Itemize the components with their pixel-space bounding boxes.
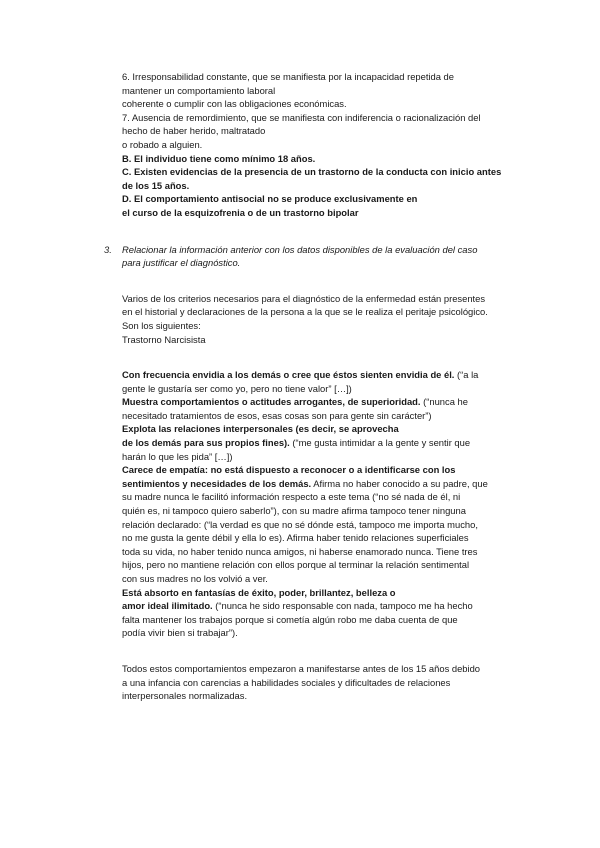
quote-text: (“nunca he sido responsable con nada, tampoco me ha hecho [212,600,473,612]
criterion-bold: Con frecuencia envidia a los demás o cree que éstos sienten envidia de él. [122,369,455,381]
evidence-line: gente le gustaría ser como yo, pero no tiene valor” […]) [122,382,352,394]
numbered-item-3 [104,243,522,270]
intro-line: Varios de los criterios necesarios para el diagnóstico de la enfermedad están presentes [122,292,486,304]
evidence-line [122,368,522,382]
criterion-line: 7. Ausencia de remordimiento, que se manifiesta con indiferencia o racionalización del [122,111,481,123]
quote-text: (“me gusta intimidar a la gente y sentir que [289,437,471,449]
evidence-line: necesitado tratamientos de esos, esas cosas son para gente sin carácter”) [122,409,432,421]
criterion-line: hecho de haber herido, maltratado [122,125,266,137]
evidence-line [122,599,522,613]
evidence-line: hijos, pero no mantiene relación con ellos porque al terminar la relación sentimental [122,559,470,571]
bold-criterion-line: B. El individuo tiene como mínimo 18 años. [122,152,316,164]
criterion-line: coherente o cumplir con las obligaciones económicas. [122,98,347,110]
intro-line: en el historial y declaraciones de la persona a la que se le realiza el peritaje psicológico. [122,306,488,318]
criteria-list [122,70,522,220]
evidence-line [122,477,522,491]
criterion-bold: de los demás para sus propios fines). [122,437,290,449]
evidence-line: harán lo que les pida” […]) [122,450,233,462]
evidence-line: falta mantener los trabajos porque si cometía algún robo me daba cuenta de que [122,613,458,625]
conclusion-paragraph [122,662,522,703]
criteria-evidence [122,368,522,640]
evidence-line [122,395,522,409]
conclusion-line: Todos estos comportamientos empezaron a manifestarse antes de los 15 años debido [122,662,481,674]
evidence-line: no me gusta la gente débil y ella lo es). Afirma haber tenido relaciones superficiales [122,532,469,544]
evidence-line: Carece de empatía: no está dispuesto a reconocer o a identificarse con los [122,464,456,476]
criterion-line: 6. Irresponsabilidad constante, que se manifiesta por la incapacidad repetida de [122,71,454,82]
evidence-line: podía vivir bien si trabajar”). [122,627,238,639]
item-number: 3. [104,243,112,255]
evidence-line: Explota las relaciones interpersonales (es decir, se aprovecha [122,423,399,435]
item-text-line: para justificar el diagnóstico. [122,257,241,269]
conclusion-line: a una infancia con carencias a habilidades sociales y dificultades de relaciones [122,676,451,688]
quote-text: Afirma no haber conocido a su padre, que [311,477,488,489]
evidence-line: Está absorto en fantasías de éxito, poder, brillantez, belleza o [122,586,396,598]
document-body [104,70,522,703]
quote-text: (“a la [454,369,479,381]
bold-criterion-line: el curso de la esquizofrenia o de un trastorno bipolar [122,206,359,218]
criterion-bold: amor ideal ilimitado. [122,600,213,612]
evidence-line [122,436,522,450]
evidence-line: con sus madres no los volvió a ver. [122,573,268,584]
criterion-bold: sentimientos y necesidades de los demás. [122,477,312,489]
intro-paragraph [122,292,522,333]
evidence-line: su madre nunca le facilitó información respecto a este tema (“no sé nada de él, ni [122,491,461,503]
bold-criterion-line: de los 15 años. [122,179,190,191]
bold-criterion-line: D. El comportamiento antisocial no se produce exclusivamente en [122,193,418,205]
evidence-line: relación declarado: (“la verdad es que no sé dónde está, tampoco me importa mucho, [122,518,478,530]
criterion-line: mantener un comportamiento laboral [122,84,276,96]
quote-text: (“nunca he [420,396,468,408]
evidence-line: quién es, ni tampoco quiero saberlo”), con su madre afirma tampoco tener ninguna [122,505,466,517]
criterion-line: o robado a alguien. [122,138,203,150]
section-title: Trastorno Narcisista [122,333,206,345]
bold-criterion-line: C. Existen evidencias de la presencia de un trastorno de la conducta con inicio antes [122,166,502,178]
intro-line: Son los siguientes: [122,319,201,331]
item-text-line: Relacionar la información anterior con los datos disponibles de la evaluación del caso [122,243,478,255]
conclusion-line: interpersonales normalizadas. [122,690,248,702]
evidence-line: toda su vida, no haber tenido nunca amigos, ni haberse enamorado nunca. Tiene tres [122,545,478,557]
criterion-bold: Muestra comportamientos o actitudes arrogantes, de superioridad. [122,396,421,408]
